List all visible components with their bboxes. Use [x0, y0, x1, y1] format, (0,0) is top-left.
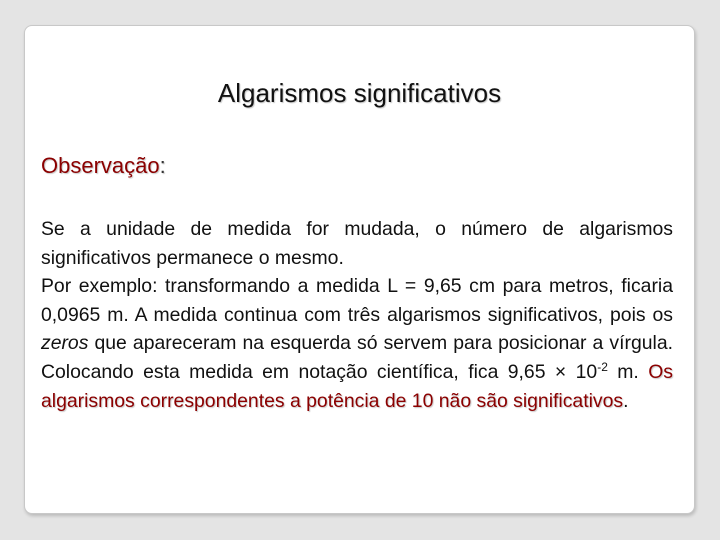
- body-text: [41, 215, 673, 415]
- example-text-part2: que apareceram na esquerda só servem para posicionar a vírgula. Colocando esta medida em notação científica, fica 9,65 × 10: [41, 332, 673, 383]
- zeros-italic: zeros: [41, 332, 89, 355]
- observation-label: Observação: [41, 153, 160, 178]
- observation-colon: :: [159, 153, 166, 178]
- highlighted-conclusion: Os algarismos correspondentes a potência de 10 não são significativos: [41, 360, 673, 412]
- paragraph-example: [41, 272, 673, 415]
- slide-card: [24, 25, 695, 514]
- observation-heading: [41, 153, 166, 179]
- example-text-part3: m.: [607, 360, 649, 383]
- paragraph-unit-change: Se a unidade de medida for mudada, o número de algarismos significativos permanece o mesmo.: [41, 218, 673, 269]
- slide-title: Algarismos significativos: [217, 78, 502, 108]
- exponent-superscript: -2: [597, 359, 608, 374]
- final-period: .: [623, 389, 629, 412]
- example-text-part1: Por exemplo: transformando a medida L = 9,65 cm para metros, ficaria 0,0965 m. A medida continua com três algarismos significativos, pois os: [41, 275, 673, 326]
